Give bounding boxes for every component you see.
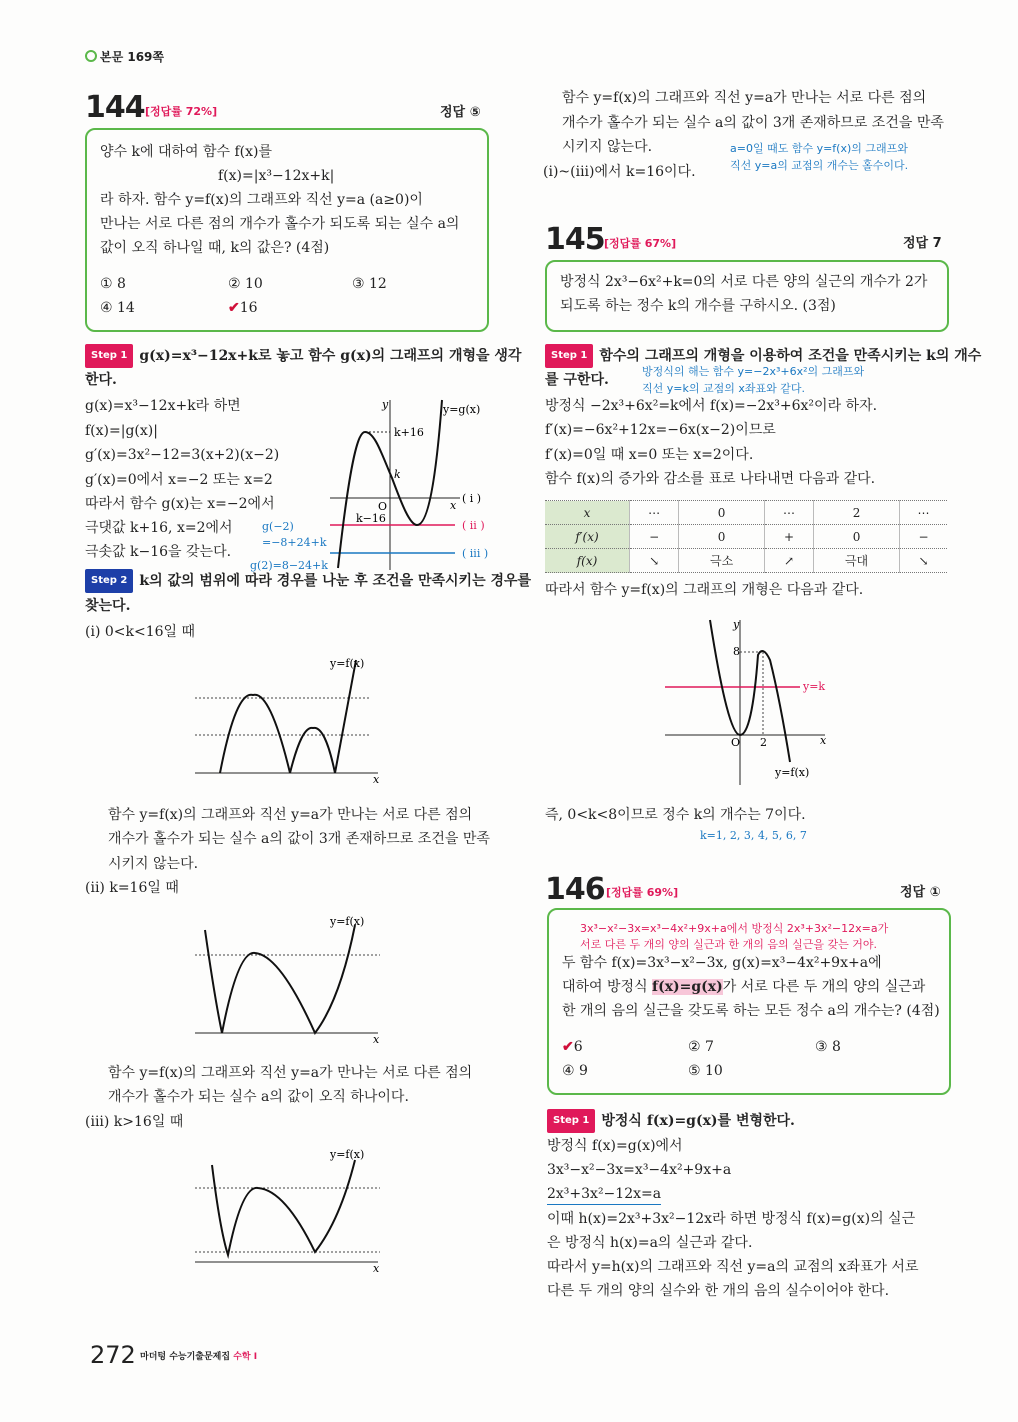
solution-line: 2x³+3x²−12x=a bbox=[547, 1184, 661, 1205]
step-text: 찾는다. bbox=[85, 598, 131, 614]
solution-line: 방정식 f(x)=g(x)에서 bbox=[547, 1138, 683, 1154]
variation-table bbox=[545, 500, 947, 573]
curve-f bbox=[220, 660, 356, 773]
note: g(2)=8−24+k bbox=[250, 559, 328, 572]
origin-label: O bbox=[378, 500, 388, 513]
line-label: y=k bbox=[803, 680, 826, 693]
choice-5[interactable] bbox=[228, 297, 258, 319]
text-line: 함수 y=f(x)의 그래프와 직선 y=a가 만나는 서로 다른 점의 bbox=[562, 90, 927, 106]
note: g(−2) bbox=[262, 520, 294, 533]
case-heading: (i) 0<k<16일 때 bbox=[85, 624, 196, 640]
choice-3[interactable]: ③ 12 bbox=[352, 276, 387, 292]
choice-1[interactable] bbox=[562, 1036, 583, 1058]
step-text: 를 구한다. bbox=[545, 372, 609, 388]
solution-line: f′(x)=−6x²+12x=−6x(x−2)이므로 bbox=[545, 422, 776, 438]
max-label: 8 bbox=[733, 645, 740, 658]
choice-text: 6 bbox=[573, 1039, 583, 1055]
text-line: 개수가 홀수가 되는 실수 a의 값이 3개 존재하므로 조건을 만족 bbox=[108, 831, 490, 847]
case-label: ( i ) bbox=[462, 492, 482, 505]
solution-line: 극솟값 k−16을 갖는다. bbox=[85, 544, 232, 560]
note: =−8+24+k bbox=[262, 536, 327, 549]
solution-line: f(x)=|g(x)| bbox=[85, 423, 158, 439]
table-cell: − bbox=[899, 525, 947, 549]
correct-rate: [정답률 72%] bbox=[145, 105, 218, 118]
question-line: f(x)=|x³−12x+k| bbox=[218, 168, 335, 184]
solution-line: 따라서 함수 g(x)는 x=−2에서 bbox=[85, 496, 275, 512]
question-line: 한 개의 음의 실근을 갖도록 하는 모든 정수 a의 개수는? (4점) bbox=[562, 1003, 940, 1019]
choice-1[interactable]: ① 8 bbox=[100, 276, 126, 292]
y-label: y bbox=[733, 618, 740, 631]
curve-label: y=f(x) bbox=[330, 915, 365, 928]
table-cell: ⋯ bbox=[764, 501, 813, 525]
question-line: 되도록 하는 정수 k의 개수를 구하시오. (3점) bbox=[560, 298, 836, 314]
k-label: k bbox=[394, 468, 401, 481]
table-cell: f(x) bbox=[545, 549, 630, 573]
solution-line: 3x³−x²−3x=x³−4x²+9x+a bbox=[547, 1162, 732, 1178]
conclusion: 즉, 0<k<8이므로 정수 k의 개수는 7이다. bbox=[545, 807, 806, 823]
solution-line: 극댓값 k+16, x=2에서 bbox=[85, 520, 233, 536]
step1-line bbox=[547, 1109, 795, 1133]
note: 직선 y=a의 교점의 개수는 홀수이다. bbox=[730, 159, 909, 172]
step-badge: Step 1 bbox=[547, 1109, 595, 1133]
answer: 정답 7 bbox=[903, 236, 942, 251]
question-line: 방정식 2x³−6x²+k=0의 서로 다른 양의 실근의 개수가 2가 bbox=[560, 274, 928, 290]
problem-number: 144 bbox=[85, 90, 145, 125]
section-ref bbox=[85, 46, 164, 68]
text-line: 함수 y=f(x)의 그래프와 직선 y=a가 만나는 서로 다른 점의 bbox=[108, 1065, 473, 1081]
table-cell: 극대 bbox=[814, 549, 900, 573]
step-badge: Step 1 bbox=[85, 344, 133, 368]
solution-line: f′(x)=0일 때 x=0 또는 x=2이다. bbox=[545, 447, 754, 463]
question-line bbox=[562, 976, 925, 998]
table-cell: x bbox=[545, 501, 630, 525]
text-line: 개수가 홀수가 되는 실수 a의 값이 오직 하나이다. bbox=[108, 1089, 409, 1105]
subject: 수학 I bbox=[233, 1352, 258, 1362]
graph-case3 bbox=[190, 1145, 390, 1275]
curve-label: y=f(x) bbox=[330, 657, 365, 670]
check-mark-icon: ✔ bbox=[562, 1039, 574, 1055]
case-label: ( iii ) bbox=[462, 547, 489, 560]
choice-4[interactable]: ④ 9 bbox=[562, 1063, 588, 1079]
question-line: 양수 k에 대하여 함수 f(x)를 bbox=[100, 144, 273, 160]
curve-label: y=f(x) bbox=[775, 766, 810, 779]
curve-label: y=g(x) bbox=[443, 403, 481, 416]
choice-5[interactable]: ⑤ 10 bbox=[688, 1063, 723, 1079]
solution-line: g(x)=x³−12x+k라 하면 bbox=[85, 398, 241, 414]
table-cell: 극소 bbox=[679, 549, 765, 573]
solution-line: 다른 두 개의 양의 실수와 한 개의 음의 실수이어야 한다. bbox=[547, 1283, 890, 1299]
question-line: 라 하자. 함수 y=f(x)의 그래프와 직선 y=a (a≥0)이 bbox=[100, 192, 423, 208]
x-label: x bbox=[373, 1262, 380, 1275]
question-line: 값이 오직 하나일 때, k의 값은? (4점) bbox=[100, 240, 330, 256]
text-line: 개수가 홀수가 되는 실수 a의 값이 3개 존재하므로 조건을 만족 bbox=[562, 115, 944, 131]
solution-line: 따라서 y=h(x)의 그래프와 직선 y=a의 교점의 x좌표가 서로 bbox=[547, 1259, 919, 1275]
table-cell: ⋯ bbox=[630, 501, 679, 525]
x-label: x bbox=[373, 773, 380, 786]
table-cell: ↘ bbox=[630, 549, 679, 573]
step2-line bbox=[85, 569, 531, 593]
graph-g bbox=[330, 395, 490, 575]
note: 직선 y=k의 교점의 x좌표와 같다. bbox=[642, 382, 805, 395]
correct-rate: [정답률 67%] bbox=[604, 237, 677, 250]
text: 가 서로 다른 두 개의 양의 실근과 bbox=[722, 979, 926, 995]
note: 방정식의 해는 함수 y=−2x³+6x²의 그래프와 bbox=[642, 365, 865, 378]
solution-line: 함수 f(x)의 증가와 감소를 표로 나타내면 다음과 같다. bbox=[545, 471, 876, 487]
table-cell: f′(x) bbox=[545, 525, 630, 549]
origin-label: O bbox=[731, 736, 741, 749]
book-title: 마더텅 수능기출문제집 bbox=[140, 1352, 231, 1362]
graph-case1 bbox=[190, 655, 390, 785]
correct-rate: [정답률 69%] bbox=[606, 886, 679, 899]
check-mark-icon: ✔ bbox=[228, 300, 240, 316]
x-label: x bbox=[820, 734, 827, 747]
answer: 정답 ① bbox=[900, 885, 941, 900]
text-line: 시키지 않는다. bbox=[562, 139, 653, 155]
circle-icon bbox=[85, 50, 97, 62]
note: a=0일 때도 함수 y=f(x)의 그래프와 bbox=[730, 142, 908, 155]
table-row bbox=[545, 501, 947, 525]
graph-case2 bbox=[190, 910, 390, 1046]
choice-2[interactable]: ② 7 bbox=[688, 1039, 714, 1055]
text: 대하여 방정식 bbox=[562, 979, 653, 995]
solution-line: 이때 h(x)=2x³+3x²−12x라 하면 방정식 f(x)=g(x)의 실근 bbox=[547, 1211, 916, 1227]
step-text: 함수의 그래프의 개형을 이용하여 조건을 만족시키는 k의 개수 bbox=[599, 348, 982, 364]
x-label: x bbox=[373, 1033, 380, 1046]
graph-145 bbox=[655, 612, 835, 787]
highlight: f(x)=g(x) bbox=[652, 979, 723, 995]
step-text: 한다. bbox=[85, 372, 117, 388]
choice-4[interactable]: ④ 14 bbox=[100, 300, 135, 316]
table-cell: ↗ bbox=[764, 549, 813, 573]
answer: 정답 ⑤ bbox=[440, 105, 481, 120]
text-line: 시키지 않는다. bbox=[108, 856, 199, 872]
note: 서로 다른 두 개의 양의 실근과 한 개의 음의 실근을 갖는 거야. bbox=[580, 938, 877, 951]
problem-number: 145 bbox=[545, 222, 605, 257]
choice-3[interactable]: ③ 8 bbox=[815, 1039, 841, 1055]
x-label: x bbox=[450, 499, 457, 512]
step-badge: Step 2 bbox=[85, 569, 133, 593]
question-line: 만나는 서로 다른 점의 개수가 홀수가 되도록 되는 실수 a의 bbox=[100, 216, 460, 232]
table-row bbox=[545, 525, 947, 549]
step-text: g(x)=x³−12x+k로 놓고 함수 g(x)의 그래프의 개형을 생각 bbox=[139, 348, 522, 364]
page-number: 272 bbox=[90, 1341, 136, 1369]
y-label: y bbox=[382, 398, 389, 411]
case-heading: (iii) k>16일 때 bbox=[85, 1114, 184, 1130]
table-row bbox=[545, 549, 947, 573]
question-line: 두 함수 f(x)=3x³−x²−3x, g(x)=x³−4x²+9x+a에 bbox=[562, 955, 882, 971]
solution-line: 은 방정식 h(x)=a의 실근과 같다. bbox=[547, 1235, 753, 1251]
solution-line: g′(x)=0에서 x=−2 또는 x=2 bbox=[85, 472, 273, 488]
curve-label: y=f(x) bbox=[330, 1148, 365, 1161]
table-cell: + bbox=[764, 525, 813, 549]
problem-number: 146 bbox=[545, 872, 605, 907]
table-cell: 0 bbox=[814, 525, 900, 549]
tick-label: 2 bbox=[760, 736, 767, 749]
section-ref-text: 본문 169쪽 bbox=[100, 50, 165, 64]
step-text: k의 값의 범위에 따라 경우를 나눈 후 조건을 만족시키는 경우를 bbox=[139, 573, 532, 589]
table-cell: ↘ bbox=[899, 549, 947, 573]
table-cell: ⋯ bbox=[899, 501, 947, 525]
text-line: 함수 y=f(x)의 그래프와 직선 y=a가 만나는 서로 다른 점의 bbox=[108, 807, 473, 823]
table-cell: 0 bbox=[679, 501, 765, 525]
choice-text: 16 bbox=[239, 300, 258, 316]
case-label: ( ii ) bbox=[462, 519, 485, 532]
conclusion: (i)~(iii)에서 k=16이다. bbox=[543, 164, 696, 180]
case-heading: (ii) k=16일 때 bbox=[85, 880, 179, 896]
max-label: k+16 bbox=[394, 426, 424, 439]
solution-line: 방정식 −2x³+6x²=k에서 f(x)=−2x³+6x²이라 하자. bbox=[545, 398, 878, 414]
note: 3x³−x²−3x=x³−4x²+9x+a에서 방정식 2x³+3x²−12x=a가 bbox=[580, 922, 889, 935]
solution-line: g′(x)=3x²−12=3(x+2)(x−2) bbox=[85, 447, 280, 463]
note: k=1, 2, 3, 4, 5, 6, 7 bbox=[700, 829, 807, 842]
min-label: k−16 bbox=[356, 512, 386, 525]
step-badge: Step 1 bbox=[545, 344, 593, 368]
step1-line bbox=[85, 344, 521, 368]
footer-book bbox=[140, 1346, 257, 1368]
table-cell: 2 bbox=[814, 501, 900, 525]
text-line: 따라서 함수 y=f(x)의 그래프의 개형은 다음과 같다. bbox=[545, 582, 864, 598]
table-cell: 0 bbox=[679, 525, 765, 549]
step-text: 방정식 f(x)=g(x)를 변형한다. bbox=[601, 1113, 795, 1129]
choice-2[interactable]: ② 10 bbox=[228, 276, 263, 292]
table-cell: − bbox=[630, 525, 679, 549]
